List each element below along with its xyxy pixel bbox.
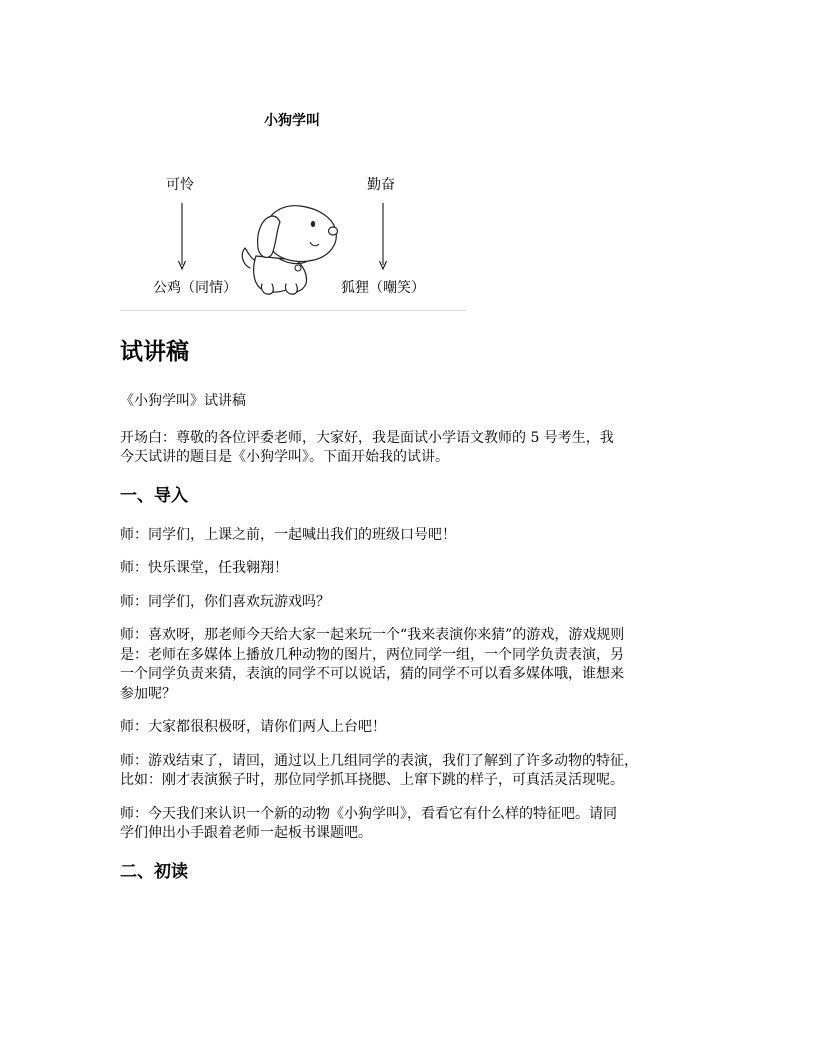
opening-line-2: 今天试讲的题目是《小狗学叫》。下面开始我的试讲。: [120, 449, 449, 465]
paragraph-invite: 师：大家都很积极呀，请你们两人上台吧！: [120, 719, 386, 735]
new-lesson-line-1: 师：今天我们来认识一个新的动物《小狗学叫》，看看它有什么样的特征吧。请同: [120, 805, 617, 822]
paragraph-slogan: 师：同学们，上课之前，一起喊出我们的班级口号吧！: [120, 526, 456, 543]
opening-line-1: 开场白：尊敬的各位评委老师，大家好，我是面试小学语文教师的 5 号考生，我: [120, 429, 614, 446]
game-rules-line-4: 参加呢？: [120, 685, 176, 702]
board-diagram: [0, 0, 816, 320]
game-rules-line-1: 师：喜欢呀，那老师今天给大家一起来玩一个“我来表演你来猜”的游戏，游戏规则: [120, 627, 625, 643]
paragraph-slogan-reply: 师：快乐课堂，任我翱翔！: [120, 560, 288, 576]
document-title: 试讲稿: [120, 339, 189, 365]
arrow-down-left-icon: [174, 203, 190, 271]
diagram-label-diligent: 勤奋: [367, 177, 395, 193]
lecture-script: [120, 334, 700, 884]
section-heading-intro: 一、导入: [120, 485, 188, 506]
paragraph-game-end: [120, 752, 700, 791]
paragraph-game-rules: [120, 626, 700, 704]
new-lesson-line-2: 学们伸出小手跟着老师一起板书课题吧。: [120, 825, 372, 841]
arrow-down-right-icon: [375, 203, 391, 271]
paragraph-new-lesson: [120, 805, 700, 844]
section-heading-first-reading: 二、初读: [120, 861, 188, 882]
game-rules-line-3: 一个同学负责来猜，表演的同学不可以说话，猜的同学不可以看多媒体哦，谁想来: [120, 666, 624, 682]
puppy-illustration-icon: [236, 198, 346, 298]
diagram-label-fox: 狐狸（嘲笑）: [341, 280, 425, 296]
opening-paragraph: [120, 429, 700, 468]
game-rules-line-2: 是：老师在多媒体上播放几种动物的图片，两位同学一组，一个同学负责表演，另: [120, 646, 624, 663]
diagram-label-pity: 可怜: [166, 177, 194, 193]
diagram-divider: [120, 310, 466, 311]
game-end-line-1: 师：游戏结束了，请回，通过以上几组同学的表演，我们了解到了许多动物的特征，: [120, 752, 638, 769]
diagram-title: 小狗学叫: [264, 113, 320, 129]
document-subtitle: 《小狗学叫》试讲稿: [120, 393, 246, 409]
paragraph-game-question: 师：同学们，你们喜欢玩游戏吗？: [120, 593, 330, 610]
diagram-label-rooster: 公鸡（同情）: [153, 280, 237, 296]
game-end-line-2: 比如：刚才表演猴子时，那位同学抓耳挠腮、上窜下跳的样子，可真活灵活现呢。: [120, 772, 624, 788]
